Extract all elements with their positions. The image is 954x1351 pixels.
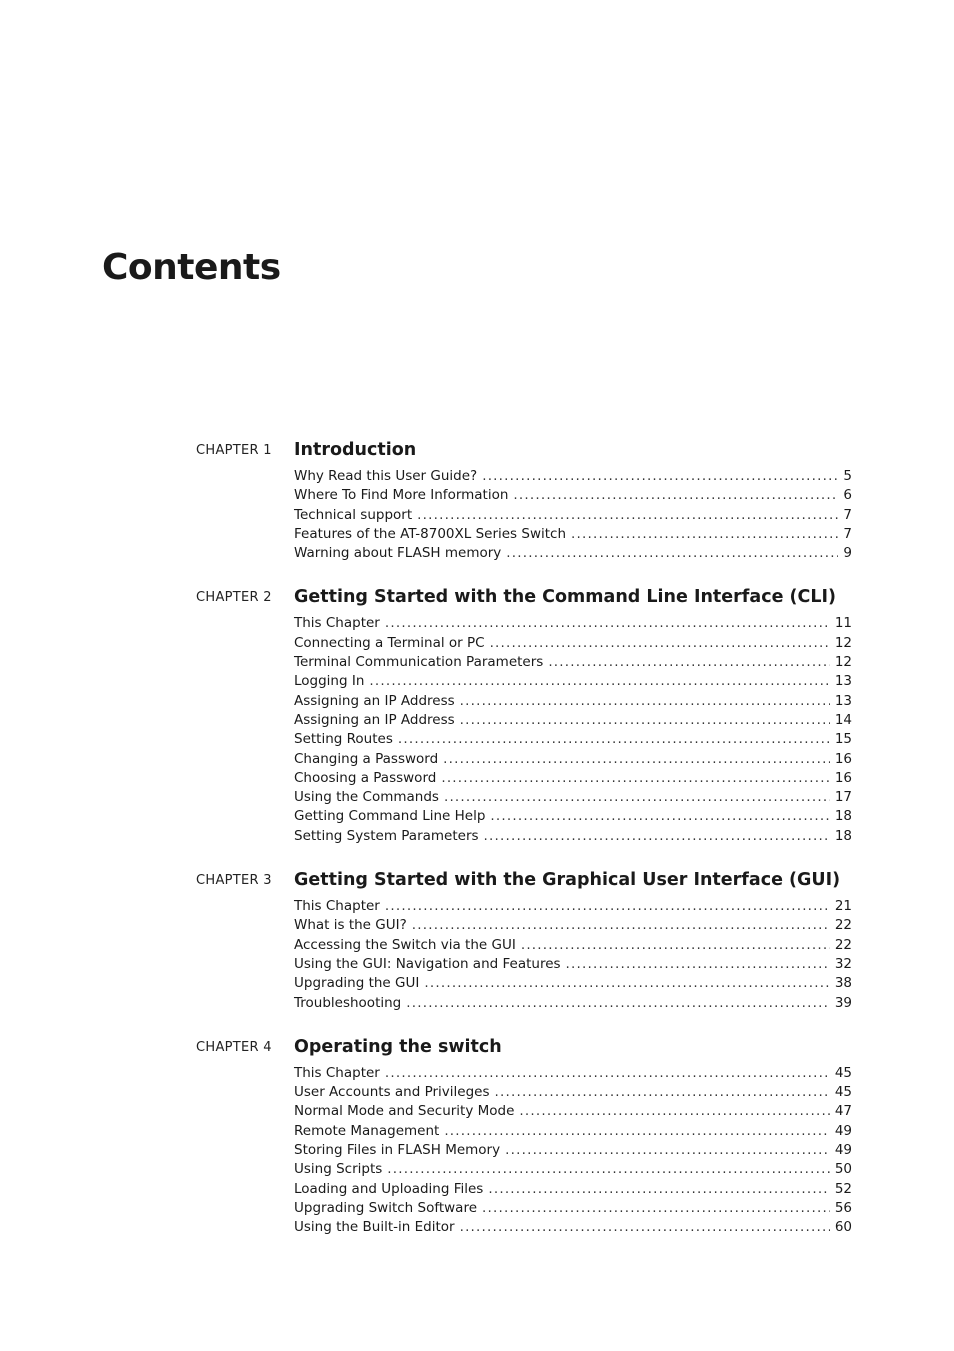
toc-dot-leader bbox=[424, 974, 829, 993]
toc-entry-title: Storing Files in FLASH Memory bbox=[294, 1142, 501, 1159]
toc-page-number: 52 bbox=[834, 1180, 852, 1197]
chapter-title[interactable]: Operating the switch bbox=[294, 1036, 502, 1057]
chapter-label: CHAPTER 4 bbox=[196, 1039, 272, 1055]
toc-dot-leader bbox=[387, 1160, 830, 1179]
toc-page-number: 9 bbox=[843, 545, 852, 562]
chapter-label: CHAPTER 1 bbox=[196, 443, 272, 458]
toc-dot-leader bbox=[490, 807, 829, 826]
toc-dot-leader bbox=[460, 711, 830, 730]
toc-page-number: 45 bbox=[834, 1064, 852, 1081]
chapter-section bbox=[196, 1033, 852, 1238]
toc-page-number: 32 bbox=[834, 955, 852, 972]
toc-entry[interactable] bbox=[294, 1083, 852, 1102]
toc-dot-leader bbox=[521, 936, 830, 955]
chapter-body bbox=[294, 436, 852, 563]
toc-page-number: 18 bbox=[834, 827, 852, 844]
chapter-label: CHAPTER 2 bbox=[196, 590, 272, 606]
chapter-section bbox=[196, 583, 852, 846]
toc-dot-leader bbox=[490, 634, 830, 653]
toc-page-number: 18 bbox=[834, 808, 852, 825]
chapter-title[interactable]: Getting Started with the Graphical User Interface (GUI) bbox=[294, 870, 841, 891]
toc-dot-leader bbox=[412, 916, 830, 935]
toc-entry[interactable] bbox=[294, 916, 852, 935]
toc-entry-title: Upgrading Switch Software bbox=[294, 1199, 478, 1216]
toc-entry-title: Technical support bbox=[294, 506, 413, 523]
toc-dot-leader bbox=[566, 955, 830, 974]
toc-entry-title: Using Scripts bbox=[294, 1161, 383, 1178]
toc-entry-title: Getting Command Line Help bbox=[294, 808, 486, 825]
toc-entry[interactable] bbox=[294, 955, 852, 974]
toc-page-number: 45 bbox=[834, 1084, 852, 1101]
toc-entry-title: This Chapter bbox=[294, 898, 380, 915]
toc-page-number: 56 bbox=[834, 1199, 852, 1216]
toc-entry[interactable] bbox=[294, 467, 852, 486]
toc-entry-title: Setting System Parameters bbox=[294, 827, 479, 844]
toc-entry-title: Changing a Password bbox=[294, 750, 439, 767]
toc-dot-leader bbox=[444, 1122, 830, 1141]
toc-entry[interactable] bbox=[294, 750, 852, 769]
toc-page-number: 21 bbox=[834, 898, 852, 915]
toc-entry[interactable] bbox=[294, 974, 852, 993]
toc-entry-title: Where To Find More Information bbox=[294, 487, 509, 504]
toc-dot-leader bbox=[417, 506, 838, 525]
toc-page-number: 5 bbox=[843, 468, 852, 484]
chapter-body bbox=[294, 583, 852, 846]
toc-page-number: 60 bbox=[834, 1219, 852, 1236]
toc-dot-leader bbox=[406, 994, 830, 1013]
toc-entry[interactable] bbox=[294, 1199, 852, 1218]
toc-entry-title: Normal Mode and Security Mode bbox=[294, 1103, 515, 1120]
toc-page-number: 7 bbox=[843, 506, 852, 523]
toc-page-number: 17 bbox=[834, 789, 852, 806]
toc-entry[interactable] bbox=[294, 827, 852, 846]
toc-entry-title: Choosing a Password bbox=[294, 769, 437, 786]
toc-page-number: 12 bbox=[834, 634, 852, 651]
toc-page-number: 22 bbox=[834, 917, 852, 934]
toc-dot-leader bbox=[482, 467, 838, 486]
toc-entry-title: This Chapter bbox=[294, 1064, 380, 1081]
toc-page-number: 11 bbox=[834, 615, 852, 632]
toc-entry-title: Terminal Communication Parameters bbox=[294, 654, 544, 671]
toc-entry-title: Assigning an IP Address bbox=[294, 711, 455, 728]
toc-page-number: 16 bbox=[834, 769, 852, 786]
toc-entry-title: User Accounts and Privileges bbox=[294, 1084, 490, 1101]
chapter-section bbox=[196, 866, 852, 1013]
toc-page-number: 13 bbox=[834, 673, 852, 690]
toc-entry[interactable] bbox=[294, 1180, 852, 1199]
toc-entry[interactable] bbox=[294, 994, 852, 1013]
chapter-section bbox=[196, 436, 852, 563]
chapter-label: CHAPTER 3 bbox=[196, 873, 272, 889]
toc-entry[interactable] bbox=[294, 1064, 852, 1083]
toc-entry-title: Features of the AT-8700XL Series Switch bbox=[294, 525, 567, 542]
toc-entry[interactable] bbox=[294, 1141, 852, 1160]
chapter-body bbox=[294, 866, 852, 1013]
toc-page-number: 47 bbox=[834, 1103, 852, 1120]
toc-entry[interactable] bbox=[294, 692, 852, 711]
chapter-title[interactable]: Getting Started with the Command Line Interface (CLI) bbox=[294, 587, 837, 608]
toc-entry-title: This Chapter bbox=[294, 615, 380, 632]
toc-entry-title: What is the GUI? bbox=[294, 917, 407, 934]
toc-page-number: 14 bbox=[834, 711, 852, 728]
page-title: Contents bbox=[102, 247, 281, 288]
toc-dot-leader bbox=[495, 1083, 830, 1102]
toc-entry[interactable] bbox=[294, 897, 852, 916]
toc-entry-title: Logging In bbox=[294, 673, 365, 690]
toc-page-number: 49 bbox=[834, 1142, 852, 1159]
toc-dot-leader bbox=[460, 692, 830, 711]
toc-entry[interactable] bbox=[294, 936, 852, 955]
toc-entry[interactable] bbox=[294, 486, 852, 505]
toc-dot-leader bbox=[460, 1218, 830, 1237]
table-of-contents bbox=[196, 436, 852, 1258]
toc-entry[interactable] bbox=[294, 672, 852, 691]
toc-entry[interactable] bbox=[294, 1218, 852, 1237]
toc-dot-leader bbox=[482, 1199, 830, 1218]
toc-page-number: 7 bbox=[843, 525, 852, 542]
toc-dot-leader bbox=[506, 544, 838, 563]
toc-entry[interactable] bbox=[294, 506, 852, 525]
toc-dot-leader bbox=[519, 1102, 829, 1121]
toc-entry-title: Why Read this User Guide? bbox=[294, 468, 478, 484]
toc-dot-leader bbox=[505, 1141, 830, 1160]
toc-dot-leader bbox=[488, 1180, 829, 1199]
toc-dot-leader bbox=[441, 769, 829, 788]
toc-entry-title: Accessing the Switch via the GUI bbox=[294, 936, 516, 953]
toc-entry-title: Loading and Uploading Files bbox=[294, 1180, 484, 1197]
chapter-title[interactable]: Introduction bbox=[294, 440, 417, 460]
toc-page-number: 50 bbox=[834, 1161, 852, 1178]
toc-page-number: 38 bbox=[834, 975, 852, 992]
toc-dot-leader bbox=[385, 614, 830, 633]
chapter-body bbox=[294, 1033, 852, 1238]
toc-page-number: 22 bbox=[834, 936, 852, 953]
toc-page-number: 12 bbox=[834, 654, 852, 671]
toc-entry-title: Setting Routes bbox=[294, 731, 393, 748]
toc-page-number: 39 bbox=[834, 994, 852, 1011]
toc-dot-leader bbox=[385, 897, 830, 916]
toc-page-number: 6 bbox=[843, 487, 852, 504]
toc-entry[interactable] bbox=[294, 614, 852, 633]
toc-page-number: 13 bbox=[834, 692, 852, 709]
toc-entry-title: Remote Management bbox=[294, 1122, 440, 1139]
toc-entry-title: Assigning an IP Address bbox=[294, 692, 455, 709]
toc-entry-title: Troubleshooting bbox=[294, 994, 402, 1011]
toc-page-number: 49 bbox=[834, 1122, 852, 1139]
toc-entry[interactable] bbox=[294, 1160, 852, 1179]
toc-entry[interactable] bbox=[294, 653, 852, 672]
toc-page-number: 15 bbox=[834, 731, 852, 748]
toc-entry[interactable] bbox=[294, 1122, 852, 1141]
toc-entry[interactable] bbox=[294, 769, 852, 788]
toc-dot-leader bbox=[548, 653, 830, 672]
toc-dot-leader bbox=[369, 672, 829, 691]
toc-entry-title: Upgrading the GUI bbox=[294, 975, 420, 992]
toc-entry[interactable] bbox=[294, 711, 852, 730]
toc-dot-leader bbox=[571, 525, 838, 544]
toc-entry[interactable] bbox=[294, 807, 852, 826]
toc-entry-title: Using the Commands bbox=[294, 789, 439, 806]
toc-entry[interactable] bbox=[294, 634, 852, 653]
toc-entry[interactable] bbox=[294, 525, 852, 544]
toc-entry[interactable] bbox=[294, 544, 852, 563]
toc-entry[interactable] bbox=[294, 1102, 852, 1121]
toc-dot-leader bbox=[443, 750, 830, 769]
toc-entry-title: Using the Built-in Editor bbox=[294, 1219, 455, 1236]
toc-dot-leader bbox=[484, 827, 830, 846]
toc-dot-leader bbox=[398, 730, 830, 749]
toc-entry-title: Using the GUI: Navigation and Features bbox=[294, 955, 561, 972]
toc-dot-leader bbox=[444, 788, 830, 807]
toc-entry[interactable] bbox=[294, 788, 852, 807]
toc-dot-leader bbox=[385, 1064, 830, 1083]
toc-page-number: 16 bbox=[834, 750, 852, 767]
toc-entry-title: Connecting a Terminal or PC bbox=[294, 634, 485, 651]
toc-dot-leader bbox=[513, 486, 838, 505]
toc-entry-title: Warning about FLASH memory bbox=[294, 545, 502, 562]
toc-entry[interactable] bbox=[294, 730, 852, 749]
